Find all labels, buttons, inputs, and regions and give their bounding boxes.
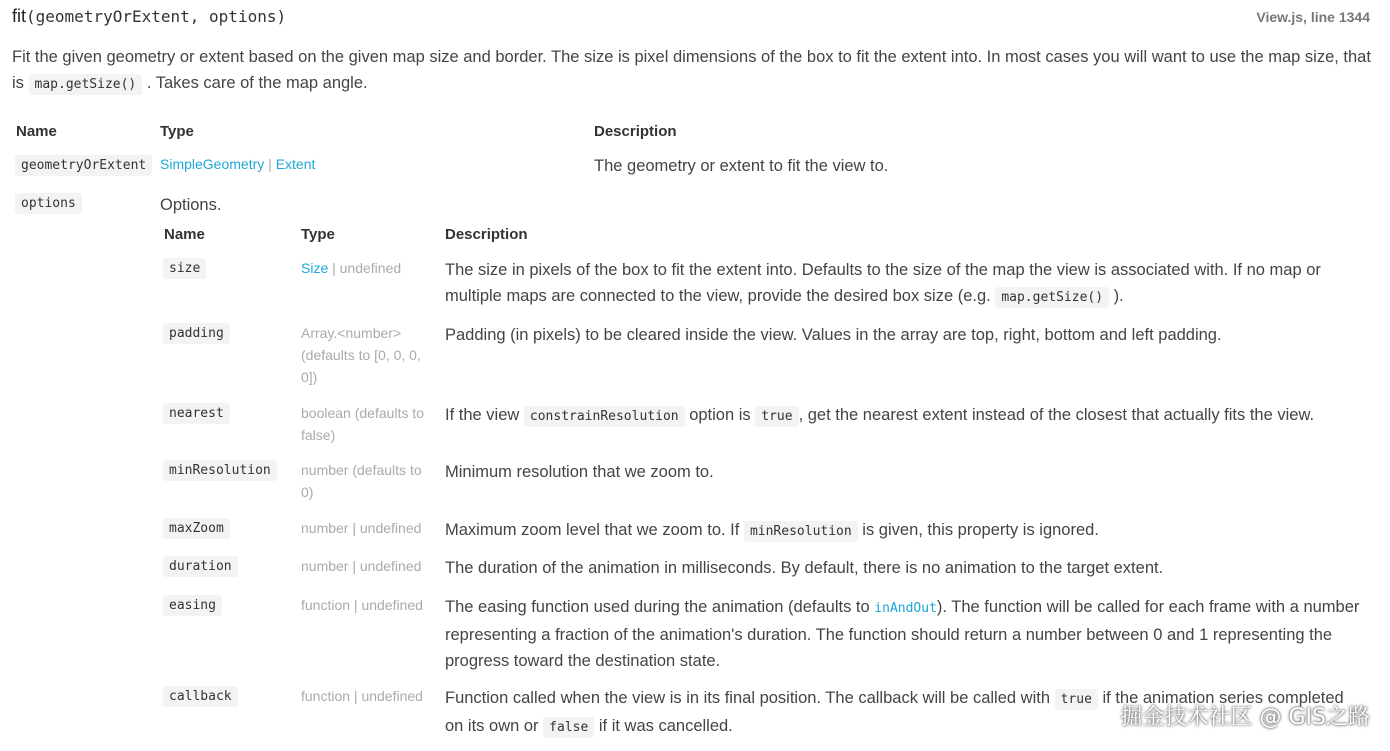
header-description: Description bbox=[594, 123, 677, 140]
method-description: Fit the given geometry or extent based on the given map size and border. The size is pixel dimensions of the box to fit the extent into. In most cases you will want to use the map size, that is map.getSize() . Takes care of the map angle. bbox=[12, 44, 1377, 98]
type-link-extent[interactable]: Extent bbox=[275, 156, 316, 172]
param-type-geometry: SimpleGeometry | Extent bbox=[160, 156, 316, 172]
option-desc-padding: Padding (in pixels) to be cleared inside the view. Values in the array are top, right, bottom and left padding. bbox=[445, 326, 1222, 344]
option-type-maxzoom: number | undefined bbox=[301, 520, 422, 536]
method-params: (geometryOrExtent, options) bbox=[26, 7, 287, 26]
inline-code: map.getSize() bbox=[29, 74, 143, 95]
option-desc-minresolution: Minimum resolution that we zoom to. bbox=[445, 463, 714, 481]
option-type-size: Size | undefined bbox=[301, 260, 402, 276]
option-name-minresolution: minResolution bbox=[163, 461, 277, 479]
header-type: Type bbox=[160, 123, 194, 140]
param-desc-geometry: The geometry or extent to fit the view to. bbox=[594, 157, 889, 175]
option-desc-nearest: If the view constrainResolution option is true , get the nearest extent instead of the closest that actually fits the view. bbox=[445, 402, 1365, 430]
option-desc-size: The size in pixels of the box to fit the extent into. Defaults to the size of the map the view is associated with. If no map or multiple maps are connected to the view, provide the desired box size (e.g. map.getSize() ). bbox=[445, 257, 1365, 311]
option-name-size: size bbox=[163, 259, 206, 277]
param-desc-options: Options. bbox=[160, 196, 222, 214]
option-name-maxzoom: maxZoom bbox=[163, 519, 230, 537]
option-type-nearest: boolean (defaults to false) bbox=[301, 405, 424, 443]
type-link-simplegeometry[interactable]: SimpleGeometry bbox=[160, 156, 265, 172]
watermark: 掘金技术社区 @ GIS之路 bbox=[1120, 705, 1370, 730]
type-link-size[interactable]: Size bbox=[301, 260, 329, 276]
option-type-callback: function | undefined bbox=[301, 688, 423, 704]
option-desc-easing: The easing function used during the animation (defaults to inAndOut). The function will be called for each frame with a number representing a fraction of the animation's duration. The function should return a number between 0 and 1 representing the progress toward the destination state. bbox=[445, 598, 1360, 670]
options-header-name: Name bbox=[164, 226, 205, 243]
option-type-minresolution: number (defaults to 0) bbox=[301, 462, 422, 500]
param-name-options: options bbox=[15, 194, 82, 212]
option-desc-duration: The duration of the animation in milliseconds. By default, there is no animation to the target extent. bbox=[445, 559, 1164, 577]
method-name: fit bbox=[12, 6, 27, 26]
option-name-easing: easing bbox=[163, 596, 222, 614]
method-signature bbox=[12, 6, 286, 27]
options-header-type: Type bbox=[301, 226, 335, 243]
option-desc-maxzoom: Maximum zoom level that we zoom to. If minResolution is given, this property is ignored. bbox=[445, 517, 1365, 545]
param-name-geometry: geometryOrExtent bbox=[15, 156, 152, 174]
option-name-duration: duration bbox=[163, 557, 238, 575]
option-type-duration: number | undefined bbox=[301, 558, 422, 574]
header-name: Name bbox=[16, 123, 57, 140]
option-name-callback: callback bbox=[163, 687, 238, 705]
easing-inandout-link[interactable]: inAndOut bbox=[874, 601, 937, 616]
option-type-padding: Array.<number> (defaults to [0, 0, 0, 0]) bbox=[301, 325, 421, 385]
source-link[interactable]: View.js, line 1344 bbox=[1256, 9, 1370, 25]
option-name-nearest: nearest bbox=[163, 404, 230, 422]
option-desc-callback: Function called when the view is in its final position. The callback will be called with true if the animation series completed on its own or false if it was cancelled. bbox=[445, 685, 1365, 741]
options-header-description: Description bbox=[445, 226, 528, 243]
option-type-easing: function | undefined bbox=[301, 597, 423, 613]
option-name-padding: padding bbox=[163, 324, 230, 342]
